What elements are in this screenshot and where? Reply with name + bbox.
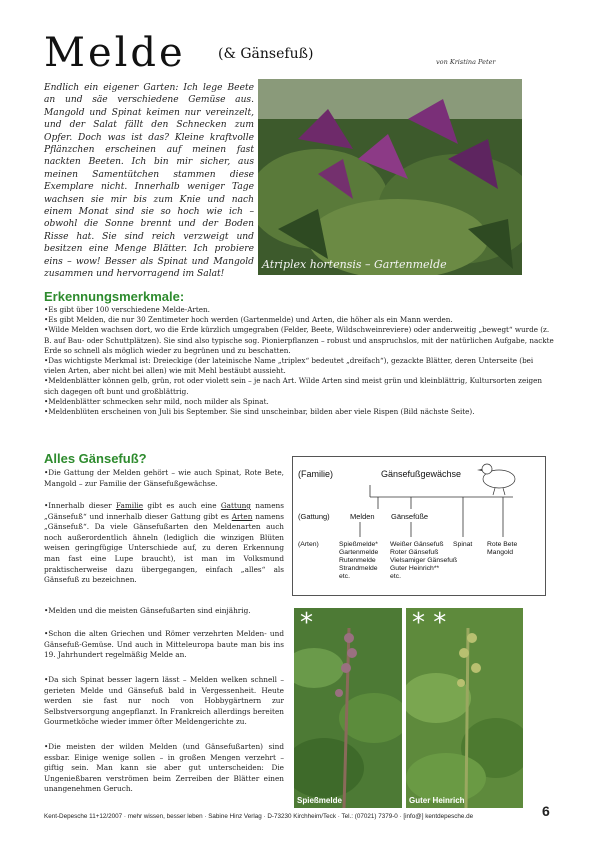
- photo-label: Spießmelde: [297, 796, 342, 805]
- art-item: Rote Bete: [487, 541, 518, 548]
- paragraph-spinat: •Da sich Spinat besser lagern lässt – Melden welken schnell – gerieten Melde und Gänsefuß bald in Vergessenheit. Heute werden sie fast nur noch von Hobbygärtnern zur Selbstversorgung angepflanzt. In Frankreich allerdings bereiten Gourmetköche wieder immer öfter Meldengerichte zu.: [44, 675, 284, 727]
- list-item: •Meldenblüten erscheinen von Juli bis September. Sie sind unscheinbar, bilden aber viele Rispen (Bild nächste Seite).: [44, 407, 475, 417]
- paragraph-familie: •Die Gattung der Melden gehört – wie auch Spinat, Rote Bete, Mangold – zur Familie der Gänsefußgewächse.: [44, 468, 284, 488]
- page-number: 6: [542, 803, 550, 819]
- author-byline: von Kristina Peter: [436, 58, 496, 66]
- term-gattung: Gattung: [220, 501, 251, 510]
- term-arten: Arten: [231, 511, 253, 521]
- rote-bete-list: [487, 541, 517, 557]
- gattung-melden: Melden: [350, 512, 375, 521]
- intro-paragraph: Endlich ein eigener Garten: Ich lege Beete an und säe verschiedene Gemüse aus. Mangold und Spinat keimen nur vereinzelt, und der Salat fällt den Schnecken zum Opfer. Doch was ist das? Kleine kraftvolle Pflänzchen erscheinen auf meinen fast nackten Beeten. Ich bin mir sicher, aus meinen Samentütchen stammen diese Exemplare nicht. Innerhalb weniger Tage wachsen sie mir bis zum Knie und nach einem Monat sind sie so hoch wie ich – obwohl die Sonne brennt und der Boden Risse hat. Sie sind reich verzweigt und besitzen eine Menge Blätter. Ich probiere eins – wow! Besser als Spinat und Mangold zusammen und hervorragend im Salat!: [44, 83, 254, 280]
- photo-label: Guter Heinrich: [409, 796, 465, 805]
- art-item: Weißer Gänsefuß: [390, 541, 444, 548]
- paragraph-gattung: [44, 501, 284, 586]
- page-title: Melde: [44, 30, 186, 76]
- art-item: Strandmelde: [339, 565, 378, 572]
- text-span: •Innerhalb dieser: [44, 501, 116, 510]
- star-marker: * *: [412, 608, 447, 638]
- art-item: Spießmelde*: [339, 541, 378, 548]
- photo-caption: Atriplex hortensis – Gartenmelde: [262, 258, 447, 271]
- photo-guter-heinrich: [406, 608, 523, 808]
- art-item: Rutenmelde: [339, 557, 376, 564]
- heading-erkennungsmerkmale: Erkennungsmerkmale:: [44, 289, 185, 304]
- photo-spiessmelde-illustration: [294, 608, 402, 808]
- page-subtitle: (& Gänsefuß): [218, 46, 314, 62]
- page-footer: Kent-Depesche 11+12/2007 · mehr wissen, besser leben · Sabine Hinz Verlag · D-73230 Kirchheim/Teck · Tel.: (07021) 7379-0 · [info@] kentdepesche.de: [44, 813, 474, 820]
- art-item: Guter Heinrich**: [390, 565, 440, 572]
- art-item: Mangold: [487, 549, 514, 556]
- text-span: namens „Gänsefuß“. Da viele Gänsefußarten den Meldenarten auch noch außerordentlich ähneln (lediglich die winzigen Blüten weisen geringfügige Unterschiede auf, zu deren Erkennung man fast eine Lupe braucht), ist man im Volksmund praktischerweise dazu übergegangen, einfach „alles“ als Gänsefuß zu bezeichnen.: [44, 511, 284, 585]
- art-item: etc.: [390, 573, 401, 580]
- familie-name: Gänsefußgewächse: [381, 469, 462, 479]
- photo-guter-heinrich-illustration: [406, 608, 523, 808]
- gaensefuss-arten-list: [390, 541, 457, 581]
- spinat-label: Spinat: [453, 541, 473, 548]
- gattung-gaensefuesse: Gänsefüße: [391, 512, 429, 521]
- goose-icon: [477, 464, 515, 495]
- erkennungsmerkmale-list: [44, 305, 554, 417]
- art-item: Gartenmelde: [339, 549, 379, 556]
- art-item: Vielsamiger Gänsefuß: [390, 557, 458, 564]
- photo-spiessmelde: [294, 608, 402, 808]
- art-item: etc.: [339, 573, 350, 580]
- label-familie: (Familie): [298, 469, 333, 479]
- list-item: •Meldenblätter schmecken sehr mild, noch milder als Spinat.: [44, 396, 269, 406]
- paragraph-einjaehrig: •Melden und die meisten Gänsefußarten sind einjährig.: [44, 606, 251, 615]
- paragraph-geschichte: •Schon die alten Griechen und Römer verzehrten Melden- und Gänsefuß-Gemüse. Und auch in Mitteleuropa baute man bis ins 19. Jahrhundert regelmäßig Melde an.: [44, 629, 284, 660]
- text-span: gibt es auch eine: [143, 501, 221, 510]
- photo-atriplex: [258, 79, 522, 275]
- list-item: •Es gibt Melden, die nur 30 Zentimeter hoch werden (Gartenmelde) und Arten, die höher als ein Mann werden.: [44, 315, 453, 325]
- paragraph-essbar: •Die meisten der wilden Melden (und Gänsefußarten) sind essbar. Einige wenige sollen – in großen Mengen verzehrt – giftig sein. Man kann sie aber gut unterscheiden: Die Ungenießbaren verströmen beim Zerreiben der Blätter einen unangenehmen Geruch.: [44, 742, 284, 794]
- taxonomy-diagram: [292, 456, 546, 596]
- melden-arten-list: [339, 541, 378, 581]
- text-span: namens „Gänsefuß“ und innerhalb dieser Gattung gibt es: [44, 501, 284, 521]
- label-arten: (Arten): [298, 541, 319, 548]
- heading-alles-gaensefuss: Alles Gänsefuß?: [44, 451, 147, 466]
- list-item: •Wilde Melden wachsen dort, wo die Erde kürzlich umgegraben (Felder, Beete, Wildschweinreviere) oder anderweitig „bewegt“ wurde (z. B. auf Bau- oder Schuttplätzen). Sie sind also typische sog. Pionierpflanzen – robust und anspruchslos, mit der natürlichen Aufgabe, nackte Erde so schnell als möglich wieder zu begrünen und zu beschatten.: [44, 325, 554, 355]
- list-item: •Es gibt über 100 verschiedene Melde-Arten.: [44, 305, 210, 314]
- label-gattung: (Gattung): [298, 512, 330, 521]
- photo-atriplex-illustration: [258, 79, 522, 275]
- list-item: •Das wichtigste Merkmal ist: Dreieckige (der lateinische Name „triplex“ bedeutet „dreifach“), gezackte Blätter, deren Unterseite (bei vielen Arten, aber nicht bei allen) wie mit Mehl bestäubt aussieht.: [44, 356, 534, 376]
- star-marker: *: [300, 608, 313, 638]
- art-item: Roter Gänsefuß: [390, 549, 439, 556]
- term-familie: Familie: [115, 501, 144, 510]
- list-item: •Meldenblätter können gelb, grün, rot oder violett sein – je nach Art. Wilde Arten sind meist grün und kleinblättrig, Kultursorten zeigen sich dagegen oft bunt und großblättrig.: [44, 376, 543, 396]
